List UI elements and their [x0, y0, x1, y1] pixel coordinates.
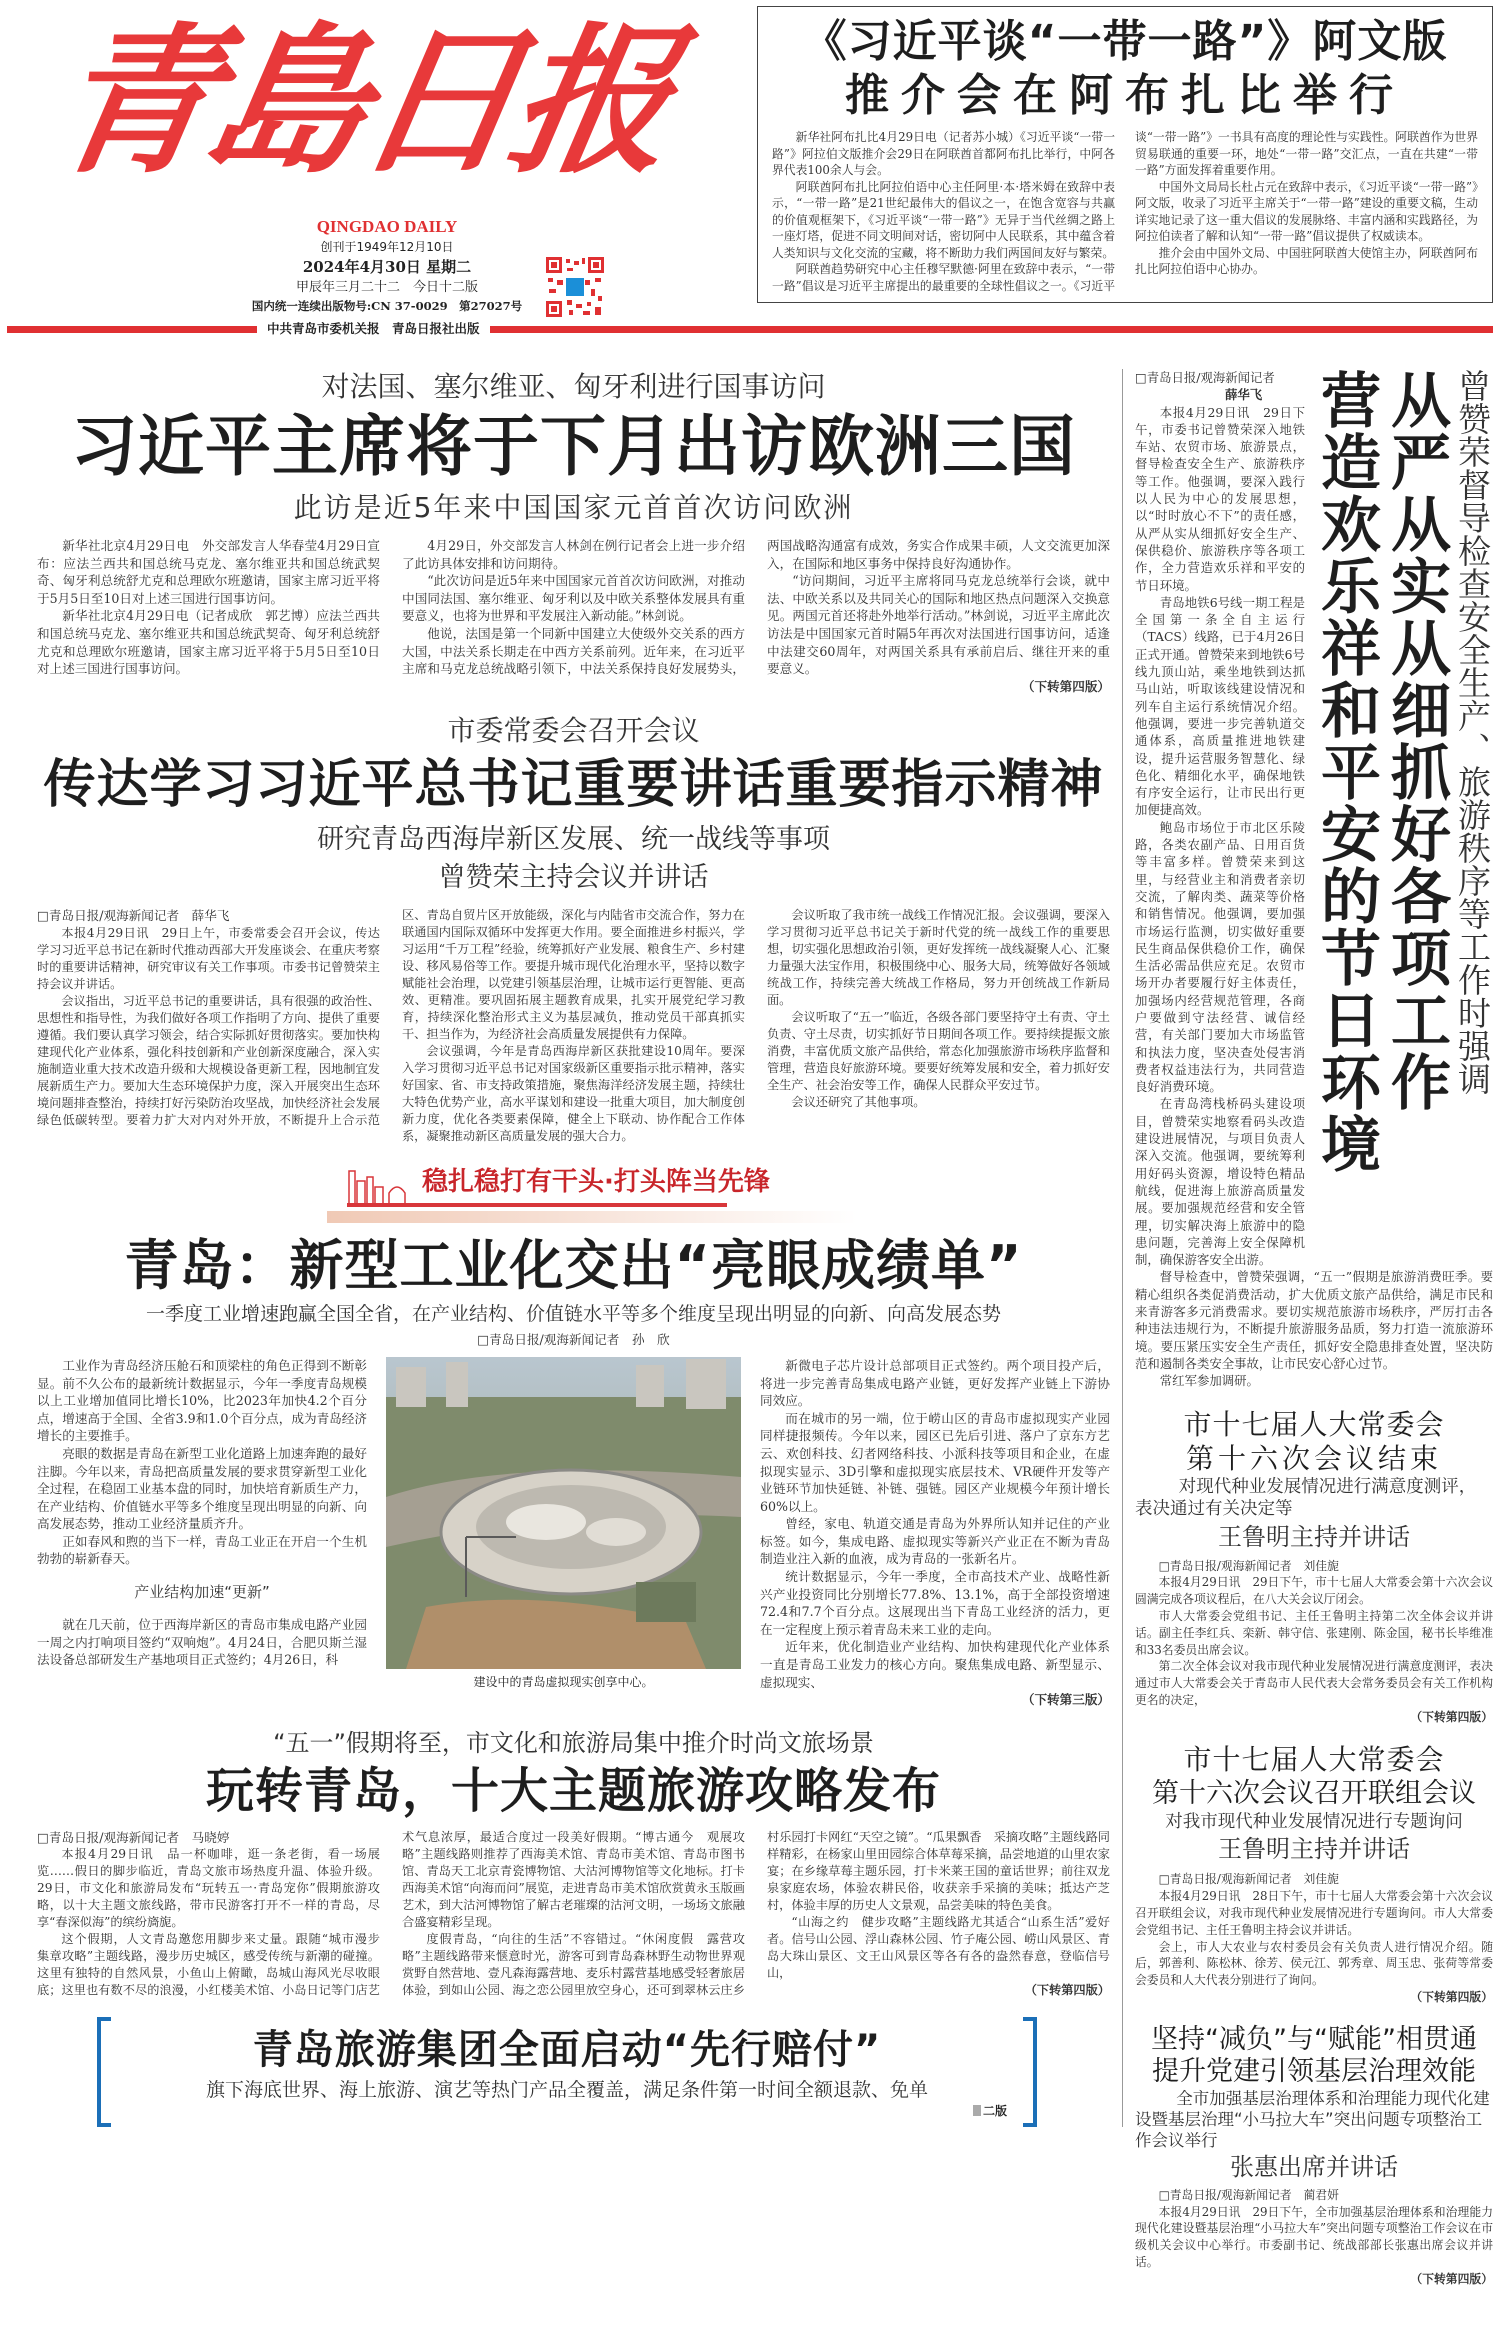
page-reference[interactable]: [127, 2103, 1007, 2119]
right-column: [1123, 369, 1493, 2306]
photo-caption: 建设中的青岛虚拟现实创享中心。: [473, 1674, 654, 1689]
npc-group-byline: □青岛日报/观海新闻记者 刘佳旎: [1158, 1872, 1339, 1887]
committee-subhead-2: 曾赞荣主持会议并讲话: [438, 862, 709, 894]
industry-body-right: [760, 1357, 1110, 1709]
npc-group-paragraphs: [1135, 1888, 1493, 1989]
masthead-divider: [7, 319, 1493, 339]
founded-date: 创刊于1949年12月10日: [320, 240, 454, 254]
paragraph: 近年来，优化制造业产业结构、加快构建现代化产业体系一直是青岛工业发力的核心方向。聚焦集成电路、新型显示、虚拟现实、: [760, 1639, 1110, 1690]
paragraph: 新微电子芯片设计总部项目正式签约。两个项目投产后，将进一步完善青岛集成电路产业链，更好发挥产业链上下游协同效应。: [760, 1357, 1110, 1409]
npc-close-subhead-2: 王鲁明主持并讲话: [1218, 1522, 1410, 1551]
continued-note[interactable]: （下转第四版）: [1410, 1709, 1493, 1724]
page-marker-icon: [973, 2105, 981, 2116]
industry-body: [37, 1357, 1110, 1709]
tourism-paragraphs: [37, 1829, 1110, 2000]
paragraph: 新华社阿布扎比4月29日电（记者苏小城）《习近平谈“一带一路”》阿拉伯文版推介会29日在阿联酋首都阿布扎比举行，中阿各界代表100余人与会。: [772, 130, 1115, 177]
lead-story: [37, 369, 1110, 695]
paragraph: 曾经，家电、轨道交通是青岛为外界所认知并记住的产业标签。如今，集成电路、虚拟现实等新兴产业正在不断为青岛制造业注入新的血液，成为青岛的一张新名片。: [760, 1516, 1110, 1567]
lead-subhead: 此访是近5年来中国国家元首首次访问欧洲: [293, 491, 854, 524]
paragraph: 会议听取了“五一”临近，各级各部门要坚持守土有责、守土负责、守土尽责，切实抓好节日期间各项工作。要持续提振文旅消费，丰富优质文旅产品供给，常态化加强旅游市场秩序监督和管理，营造良好旅游环境。要要好统筹发展和安全，着力抓好安全生产、社会治安等工作，确保人民群众平安过节。: [767, 1010, 1110, 1093]
masthead-english: QINGDAO DAILY: [316, 217, 458, 236]
industry-paragraphs-right: [760, 1357, 1110, 1691]
paragraph: 阿联酋阿布扎比阿拉伯语中心主任阿里·本·塔米姆在致辞中表示，“一带一路”是21世纪最伟大的倡议之一，在饱含宽容与共赢的价值观框架下，《习近平谈“一带一路”》无异于当代丝绸之路上一座灯塔，促进不同文明间对话，密切阿中人民联系，其中蕴含着人类知识与文化交流的宝藏，将不断助力我们两国间友好与繁荣。: [772, 179, 1115, 260]
committee-subhead-1: 研究青岛西海岸新区发展、统一战线等事项: [317, 824, 830, 856]
safety-kicker: 曾赞荣督导检查安全生产、旅游秩序等工作时强调: [1453, 369, 1492, 1095]
bracket-left: [97, 2017, 111, 2127]
page-reference-label: 二版: [982, 2104, 1007, 2119]
committee-kicker: 市委常委会召开会议: [447, 714, 700, 748]
paragraph: 督导检查中，曾赞荣强调，“五一”假期是旅游消费旺季。要精心组织各类促消费活动，扩大优质文旅产品供给，满足市民和来青游客多元消费需求。要切实规范旅游市场秩序，严厉打击各种违法违规行为，不断提升旅游服务品质，努力打造一流旅游环境。要压紧压实安全生产责任，抓好安全隐患排查处置，坚决防范和遏制各类安全事故，让市民安心舒心过节。: [1135, 1269, 1493, 1371]
paragraph: 他说，法国是第一个同新中国建立大使级外交关系的西方大国，中法关系长期走在中西方关系前列。近年来，在习近平主席和马克龙总统战略引领下，中法关系保持良好发展势头，两国战略沟通富有成效，务实合作成果丰硕，人文交流更加深入，在国际和地区事务中保持良好沟通协作。: [402, 538, 1110, 677]
paragraph: 会议指出，习近平总书记的重要讲话，具有很强的政治性、思想性和指导性，为我们做好各项工作指明了方向、提供了重要遵循。我们要认真学习领会，结合实际抓好贯彻落实。要加快构建现代化产业体系，强化科技创新和产业创新深度融合，深入实施制造业重大技术改造升级和大规模设备更新工程，因地制宜发展新质生产力。要加大生态环境保护力度，深入开展突出生态环境问题排查整治，持续打好污染防治攻坚战，加快经济社会发展绿色低碳转型。要着力扩大对内对外开放，不断提升上合示范区、青岛自贸片区开放能级，深化与内陆省市交流合作，努力在联通国内国际双循环中发挥更大作用。要全面推进乡村振兴，学习运用“千万工程”经验，统筹抓好产业发展、粮食生产、乡村建设、移风易俗等工作。要提升城市现代化治理水平，坚持以数字赋能社会治理，以党建引领基层治理，让城市运行更智能、更高效、更精准。要巩固拓展主题教育成果，扎实开展党纪学习教育，持续深化整治形式主义为基层减负，推动党员干部真抓实干、担当作为，为经济社会高质量发展提供有力保障。: [37, 908, 745, 1127]
safety-story: [1135, 369, 1493, 1390]
paragraph: 就在几天前，位于西海岸新区的青岛市集成电路产业园一周之内打响项目签约“双响炮”。4月24日，合肥贝斯兰湿法设备总部研发生产基地项目正式签约；4月26日，科: [37, 1617, 367, 1668]
qr-code[interactable]: [545, 256, 605, 318]
paragraph: 中国外文局局长杜占元在致辞中表示，《习近平谈“一带一路”》阿文版，收录了习近平主席关于“一带一路”建设的重要文稿，生动详实地记录了这一重大倡议的发展脉络、丰富内涵和实践路径，为阿拉伯读者了解和认知“一带一路”倡议提供了权威读本。: [1135, 179, 1478, 243]
industry-body-left: [37, 1357, 367, 1669]
paragraph: 4月29日，外交部发言人林剑在例行记者会上进一步介绍了此访具体安排和访问期待。: [402, 538, 745, 571]
npc-close-headline-1: 市十七届人大常委会: [1183, 1407, 1445, 1441]
governance-byline: □青岛日报/观海新闻记者 蔺君妍: [1158, 2187, 1339, 2202]
paragraph: 本报4月29日讯 29日下午，市十七届人大常委会第十六次会议圆满完成各项议程后，在八大关会议厅闭会。: [1135, 1575, 1493, 1607]
paragraph: 这个假期，人文青岛邀您用脚步来丈量。跟随“城市漫步 集章攻略”主题线路，漫步历史城区，感受传统与新潮的碰撞。这里有独特的自然风景，小鱼山上俯瞰，岛城山海风光尽收眼底；这里也有数不尽的浪漫，小红楼美术馆、小岛日记等门店艺术气息浓厚，最适合度过一段美好假期。“博古通今 观展攻略”主题线路则推荐了西海美术馆、青岛市美术馆、青岛市图书馆、青岛天工北京青瓷博物馆、大沽河博物馆等文化地标。打卡西海美术馆“向海而问”展览，走进青岛市美术馆欣赏黄永玉版画艺术，到大沽河博物馆了解古老璀璨的沽河文明，一场场文旅融合盛宴精彩呈现。: [37, 1829, 745, 1998]
npc-close-paragraphs: [1135, 1574, 1493, 1708]
paragraph: 阿联酋趋势研究中心主任穆罕默德·阿里在致辞中表示，“一带一路”倡议是习近平主席提出的最重要的全球性倡议之一。《习近平谈“一带一路”》一书具有高度的理论性与实践性。阿联酋作为世界贸易联通的重要一环，地处“一带一路”交汇点，一直在共建“一带一路”方面发挥着重要作用。: [772, 130, 1478, 293]
governance-subhead-2: 张惠出席并讲话: [1230, 2152, 1398, 2181]
npc-close-subhead: 对现代种业发展情况进行满意度测评，表决通过有关决定等: [1135, 1476, 1477, 1519]
tourism-byline: □青岛日报/观海新闻记者 马晓婷: [37, 1829, 230, 1845]
header: [7, 6, 1493, 315]
industry-paragraphs-left-2: [37, 1616, 367, 1669]
masthead: [7, 6, 747, 315]
paragraph: 会议还研究了其他事项。: [791, 1095, 926, 1110]
construction-photo: [386, 1357, 741, 1669]
paragraph: “访问期间，习近平主席将同马克龙总统举行会谈，就中法、中欧关系以及共同关心的国际和地区热点问题深入交换意见。两国元首还将赴外地举行活动。”林剑说，习近平主席此次访法是中国国家元首时隔5年再次对法国进行国事访问，适逢中法建交60周年，对两国关系具有承前启后、继往开来的重要意义。: [767, 573, 1110, 677]
governance-headline-2: 提升党建引领基层治理效能: [1152, 2055, 1476, 2087]
safety-reporter: 薛华飞: [1225, 387, 1263, 403]
paragraph: 工业作为青岛经济压舱石和顶梁柱的角色正得到不断彰显。前不久公布的最新统计数据显示，今年一季度青岛规模以上工业增加值同比增长10%，比2023年加快4.2个百分点，增速高于全国、全省3.9和1.0个百分点，成为青岛经济增长的主要推手。: [37, 1357, 367, 1444]
safety-vertical-headline: [1311, 369, 1493, 1229]
lead-paragraphs: [37, 537, 1110, 695]
paragraph: 常红军参加调研。: [1159, 1373, 1259, 1389]
paragraph: 本报4月29日讯 29日下午，全市加强基层治理体系和治理能力现代化建设暨基层治理“小马拉大车”突出问题专项整治工作会议在市级机关会议中心举行。市委副书记、统战部部长张惠出席会议并讲话。: [1135, 2204, 1493, 2270]
committee-body: [37, 907, 1110, 1145]
left-column: [7, 369, 1123, 2127]
safety-byline: □青岛日报/观海新闻记者: [1135, 370, 1275, 385]
paragraph: “此次访问是近5年来中国国家元首首次访问欧洲，对推动中国同法国、塞尔维亚、匈牙利以及中欧关系整体发展具有重要意义，也将为世界和平发展注入新动能。”林剑说。: [402, 573, 745, 624]
npc-group-headline-2: 第十六次会议召开联组会议: [1152, 1778, 1476, 1810]
continued-note[interactable]: （下转第四版）: [1410, 1990, 1493, 2005]
paragraph: 本报4月29日讯 品一杯咖啡，逛一条老街，看一场展览……假日的脚步临近，青岛文旅市场热度升温、体验升级。29日，市文化和旅游局发布“玩转五一·青岛宠你”假期旅游攻略，以十大主题文旅线路，带市民游客打开不一样的青岛，尽享“春深似海”的缤纷旖旎。: [37, 1847, 380, 1930]
lead-headline: 习近平主席将于下月出访欧洲三国: [71, 408, 1076, 485]
paragraph: 在青岛湾栈桥码头建设项目，曾赞荣实地察看码头改造建设进展情况，与项目负责人深入交流。他强调，要统筹利用好码头资源，增设特色精品航线，促进海上旅游高质量发展。要加强规范经营和安全管理，切实解决海上旅游中的隐患问题，完善海上安全保障机制，确保游客安全出游。: [1135, 1096, 1305, 1268]
red-rule-left: [7, 326, 257, 333]
paragraph: “山海之约 健步攻略”主题线路尤其适合“山系生活”爱好者。信号山公园、浮山森林公园、竹子庵公园、崂山风景区、青岛大珠山景区、文王山风景区等各有各的盎然春意，登临信号山，: [767, 1914, 1110, 1980]
tourism-kicker: “五一”假期将至，市文化和旅游局集中推介时尚文旅场景: [273, 1728, 874, 1757]
safety-headline-1: 从严从实从细抓好各项工作: [1381, 369, 1451, 1113]
npc-group-subhead-2: 王鲁明主持并讲话: [1218, 1835, 1410, 1864]
governance-subhead: 全市加强基层治理体系和治理能力现代化建设暨基层治理“小马拉大车”突出问题专项整治工作会议举行: [1135, 2088, 1490, 2150]
paragraph: 正如春风和煦的当下一样，青岛工业正在开启一个生机勃勃的崭新春天。: [37, 1533, 367, 1567]
lunar-date: 甲辰年三月二十二 今日十二版: [295, 280, 478, 295]
main-content: [7, 369, 1493, 2306]
npc-group-subhead: 对我市现代种业发展情况进行专题询问: [1165, 1812, 1463, 1833]
issue-date: 2024年4月30日 星期二: [302, 258, 472, 276]
publisher-line: 中共青岛市委机关报 青岛日报社出版: [267, 321, 480, 336]
safety-headline-2: 营造欢乐祥和平安的节日环境: [1311, 369, 1381, 1175]
governance-headline-1: 坚持“减负”与“赋能”相贯通: [1151, 2023, 1477, 2055]
paragraph: 会议听取了我市统一战线工作情况汇报。会议强调，要深入学习贯彻习近平总书记关于新时代党的统一战线工作的重要思想，切实强化思想政治引领，更好发挥统一战线凝聚人心、汇聚力量强大法宝作用，积极围绕中心、服务大局，统筹做好各领域统战工作，持续完善大统战工作格局，努力开创统战工作新局面。: [767, 908, 1110, 1008]
masthead-info: [197, 216, 577, 315]
tourism-story: [37, 1727, 1110, 2000]
paragraph: 第二次全体会议对我市现代种业发展情况进行满意度测评，表决通过市人大常委会关于青岛市人民代表大会常务委员会有关工作机构更名的决定，: [1135, 1659, 1493, 1707]
industry-paragraphs-left: [37, 1357, 367, 1568]
paragraph: 新华社北京4月29日电 外交部发言人华春莹4月29日宣布：应法兰西共和国总统马克龙、塞尔维亚共和国总统武契奇、匈牙利总统舒尤克和总理欧尔班邀请，国家主席习近平将于5月5日至10日对上述三国进行国事访问。: [37, 538, 380, 606]
continued-note[interactable]: （下转第四版）: [1410, 2271, 1493, 2286]
promo-subhead: 旗下海底世界、海上旅游、演艺等热门产品全覆盖，满足条件第一时间全额退款、免单: [205, 2079, 928, 2102]
committee-story: [37, 713, 1110, 1145]
serial-number: 国内统一连续出版物号:CN 37-0029 第27027号: [251, 299, 523, 313]
governance-story: [1135, 2024, 1493, 2288]
red-rule-right: [490, 326, 1493, 333]
tourism-body: [37, 1829, 1110, 2000]
column-banner: [327, 1163, 857, 1225]
paragraph: 而在城市的另一端，位于崂山区的青岛市虚拟现实产业园同样捷报频传。今年以来，园区已先后引进、落户了京东方艺云、欢创科技、幻者网络科技、小派科技等项目和企业，在虚拟现实显示、3D引擎和虚拟现实底层技术、VR硬件开发等产业链环节加快延链、补链、强链。园区产业规模今年预计增长60%以上。: [760, 1410, 1110, 1514]
paragraph: 新华社北京4月29日电（记者成欣 郭艺博）应法兰西共和国总统马克龙、塞尔维亚共和国总统武契奇、匈牙利总统舒尤克和总理欧尔班邀请，国家主席习近平将于5月5日至10日对上述三国进行国事访问。: [37, 608, 380, 677]
paragraph: 市人大常委会党组书记、主任王鲁明主持第二次全体会议并讲话。副主任李红兵、栾新、韩守信、张建刚、陈金国，秘书长毕维准和33名委员出席会议。: [1135, 1608, 1493, 1657]
paragraph: 亮眼的数据是青岛在新型工业化道路上加速奔跑的最好注脚。今年以来，青岛把高质量发展的要求贯穿新型工业化全过程，在稳固工业基本盘的同时，加快培育新质生产力，在产业结构、价值链水平等多个维度呈现出明显的向新、向高发展态势，推动工业经济量质齐升。: [37, 1445, 367, 1532]
npc-group-headline-1: 市十七届人大常委会: [1183, 1743, 1445, 1777]
promo-headline: 青岛旅游集团全面启动“先行赔付”: [252, 2027, 882, 2074]
governance-paragraphs: [1135, 2204, 1493, 2271]
tourism-headline: 玩转青岛，十大主题旅游攻略发布: [205, 1762, 941, 1819]
npc-close-story: [1135, 1408, 1493, 1726]
paragraph: 青岛地铁6号线一期工程是全国第一条全自主运行（TACS）线路，已于4月26日正式开通。曾赞荣来到地铁6号线九顶山站，乘坐地铁到达抓马山站，听取该线建设情况和列车自主运行系统情况介绍。他强调，要进一步完善轨道交通体系，高质量推进地铁建设，提升运营服务智慧化、绿色化、精细化水平，确保地铁有序安全运行，让市民出行更加便捷高效。: [1135, 594, 1305, 818]
column-banner-title: 稳扎稳打有干头·打头阵当先锋: [422, 1167, 770, 1198]
npc-close-byline: □青岛日报/观海新闻记者 刘佳旎: [1158, 1558, 1339, 1573]
committee-byline: □青岛日报/观海新闻记者 薛华飞: [37, 908, 230, 924]
top-story-headline-1: 《习近平谈“一带一路”》阿文版: [802, 16, 1448, 67]
industry-section-title: 产业结构加速“更新”: [134, 1583, 270, 1602]
paragraph: 统计数据显示，今年一季度，全市高技术产业、战略性新兴产业投资同比分别增长77.8%、13.1%，高于全部投资增速72.4和7.7个百分点。这展现出当下青岛工业经济的活力，更在一定程度上预示着青岛未来工业的走向。: [760, 1569, 1110, 1637]
committee-headline: 传达学习习近平总书记重要讲话重要指示精神: [43, 755, 1104, 816]
continued-note[interactable]: （下转第四版）: [1021, 678, 1110, 694]
committee-paragraphs: [37, 907, 1110, 1145]
paragraph: 本报4月29日讯 29日上午，市委常委会召开会议，传达学习习近平总书记在新时代推动西部大开发座谈会、在重庆考察时的重要讲话精神，研究审议有关工作事项。市委书记曾赞荣主持会议并讲话。: [37, 925, 380, 991]
bracket-right: [1023, 2017, 1037, 2127]
paragraph: 鲍岛市场位于市北区乐陵路，各类农副产品、日用百货等丰富多样。曾赞荣来到这里，与经营业主和消费者亲切交流，了解肉类、蔬菜等价格和销售情况。他强调，要加强市场运行监测，切实做好重要民生商品保供稳价工作，确保生活必需品供应充足。农贸市场开办者要履行好主体责任，加强场内经营规范管理，各商户要做到守法经营、诚信经营，有关部门要加大市场监管和执法力度，坚决查处侵害消费者权益违法行为，共同营造良好消费环境。: [1135, 819, 1305, 1095]
paragraph: 本报4月29日讯 29日下午，市委书记曾赞荣深入地铁车站、农贸市场、旅游景点，督导检查安全生产、旅游秩序等工作。他强调，要深入践行以人民为中心的发展思想，以“时时放心不下”的责任感，从严从实从细抓好安全生产、保供稳价、旅游秩序等各项工作，全力营造欢乐祥和平安的节日环境。: [1135, 404, 1305, 593]
industry-subhead: 一季度工业增速跑赢全国全省，在产业结构、价值链水平等多个维度呈现出明显的向新、向高发展态势: [145, 1303, 1001, 1326]
promo-box[interactable]: [97, 2017, 1037, 2127]
lead-body: [37, 537, 1110, 695]
masthead-logo: 青島日报: [40, 7, 682, 195]
npc-group-story: [1135, 1743, 1493, 2005]
top-story-box: [757, 6, 1493, 303]
paragraph: 本报4月29日讯 28日下午，市十七届人大常委会第十六次会议召开联组会议，对我市现代种业发展情况进行专题询问。市人大常委会党组书记、主任王鲁明主持会议并讲话。: [1135, 1889, 1493, 1937]
npc-close-headline-2: 第十六次会议结束: [1185, 1441, 1442, 1475]
photo-block: [386, 1357, 741, 1691]
top-story-headline-2: 推介会在阿布扎比举行: [845, 70, 1405, 121]
lead-kicker: 对法国、塞尔维亚、匈牙利进行国事访问: [321, 370, 826, 403]
industry-headline: 青岛：新型工业化交出“亮眼成绩单”: [124, 1234, 1023, 1298]
paragraph: 会议强调，今年是青岛西海岸新区获批建设10周年。要深入学习贯彻习近平总书记对国家级新区重要指示批示精神，落实好国家、省、市支持政策措施，聚焦海洋经济发展主题，持续壮大特色优势产业，高水平谋划和建设一批重大项目，加大制度创新力度，优化各类要素保障，健全上下联动、协作配合工作体系，凝聚推动新区高质量发展的强大合力。: [402, 1044, 745, 1144]
continued-note[interactable]: （下转第三版）: [1021, 1692, 1110, 1708]
industry-byline: □青岛日报/观海新闻记者 孙 欣: [477, 1332, 670, 1348]
top-story-body: [772, 129, 1478, 294]
continued-note[interactable]: （下转第四版）: [1024, 1982, 1110, 1997]
paragraph: 度假青岛，“向往的生活”不容错过。“休闲度假 露营攻略”主题线路带来惬意时光，游客可到青岛森林野生动物世界观赏野自然营地、壹凡森海露营地、麦乐村露营基地感受轻奢旅居体验，到如山公园、海之恋公园里放空身心，还可到翠林云庄乡村乐园打卡网红“天空之镜”。“瓜果飘香 采摘攻略”主题线路同样精彩，在杨家山里田园综合体草莓采摘，品尝地道的山里农家宴；在乡缘草莓主题乐园，打卡米莱王国的童话世界；前往双龙泉家庭农场，体验农耕民俗，收获亲手采摘的美味；抵达产芝村，体验丰厚的历史人文景观，品尝美味的特色美食。: [402, 1829, 1110, 1997]
paragraph: 推介会由中国外文局、中国驻阿联酋大使馆主办，阿联酋阿布扎比阿拉伯语中心协办。: [1135, 245, 1478, 276]
industry-story: [37, 1163, 1110, 1708]
paragraph: 会上，市人大农业与农村委员会有关负责人进行情况介绍。随后，郭善利、陈松林、徐芳、侯元江、郭秀章、周玉忠、张荷等常委会委员和人大代表分别进行了询问。: [1135, 1939, 1493, 1988]
